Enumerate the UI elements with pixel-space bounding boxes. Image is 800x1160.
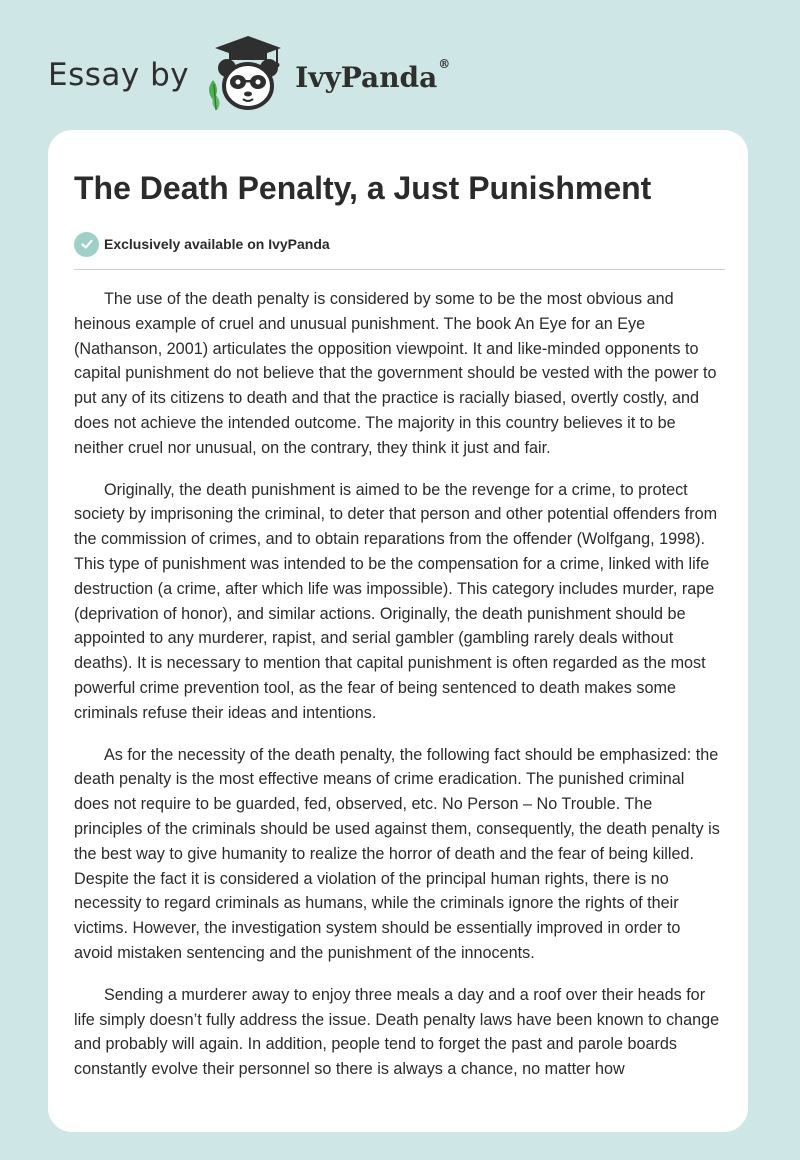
brand-text: IvyPanda	[295, 60, 438, 94]
essay-by-label: Essay by	[48, 57, 190, 93]
check-circle-icon	[74, 232, 99, 257]
divider	[74, 269, 725, 270]
essay-body	[74, 287, 723, 1082]
panda-graduate-icon[interactable]	[205, 34, 291, 114]
paragraph: Originally, the death punishment is aimed to be the revenge for a crime, to protect society by imprisoning the criminal, to deter that person and other potential offenders from the commission of crimes, and to obtain reparations from the offender (Wolfgang, 1998). This type of punishment was intended to be the compensation for a crime, linked with life destruction (a crime, after which life was impossible). This category includes murder, rape (deprivation of honor), and similar actions. Originally, the death punishment should be appointed to any murderer, rapist, and serial gambler (gambling rarely deals without deaths). It is necessary to mention that capital punishment is often regarded as the most powerful crime prevention tool, as the fear of being sentenced to death makes some criminals refuse their ideas and intentions.	[74, 480, 718, 722]
brand-name[interactable]	[295, 57, 451, 94]
site-header	[48, 34, 450, 114]
essay-card	[48, 130, 748, 1132]
page-title: The Death Penalty, a Just Punishment	[74, 170, 652, 206]
paragraph: As for the necessity of the death penalty, the following fact should be emphasized: the death penalty is the most effective means of crime eradication. The punished criminal does not require to be guarded, fed, observed, etc. No Person – No Trouble. The principles of the criminals should be used against them, consequently, the death penalty is the best way to give humanity to realize the horror of death and the fear of being killed. Despite the fact it is considered a violation of the principal human rights, there is no necessity to regard criminals as humans, while the criminals ignore the rights of their victims. However, the investigation system should be essentially improved in order to avoid mistaken sentencing and the punishment of the innocents.	[74, 745, 720, 962]
registered-mark: ®	[438, 57, 451, 72]
availability-text: Exclusively available on IvyPanda	[104, 236, 330, 252]
availability-badge	[74, 230, 723, 258]
paragraph: The use of the death penalty is considered by some to be the most obvious and heinous example of cruel and unusual punishment. The book An Eye for an Eye (Nathanson, 2001) articulates the opposition viewpoint. It and like-minded opponents to capital punishment do not believe that the government should be vested with the power to put any of its citizens to death and that the practice is racially biased, overtly costly, and does not achieve the intended outcome. The majority in this country believes it to be neither cruel nor unusual, on the contrary, they think it just and fair.	[74, 290, 717, 457]
paragraph: Sending a murderer away to enjoy three meals a day and a roof over their heads for life simply doesn’t fully address the issue. Death penalty laws have been known to change and probably will again. In addition, people tend to forget the past and parole boards constantly evolve their personnel so there is always a chance, no matter how	[74, 985, 720, 1079]
